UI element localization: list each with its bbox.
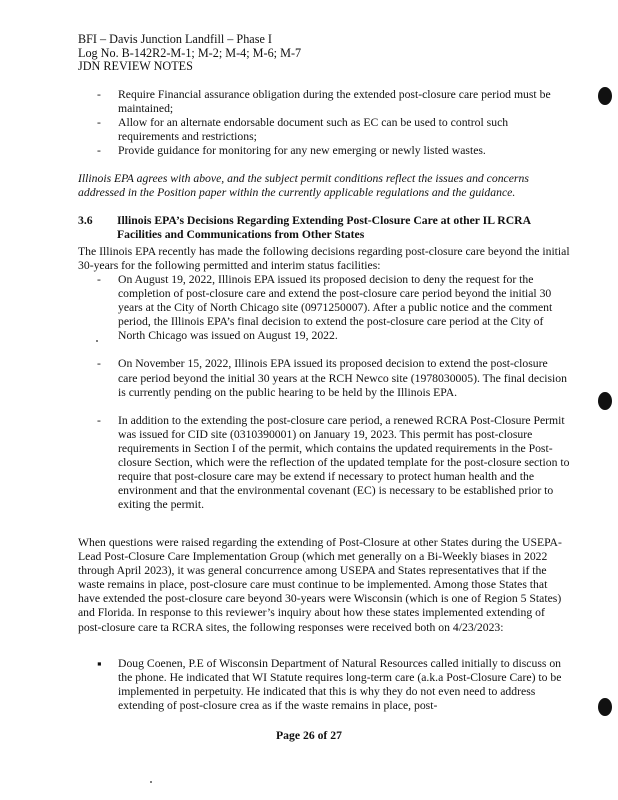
section-heading <box>78 214 570 242</box>
header-line-2: Log No. B-142R2-M-1; M-2; M-4; M-6; M-7 <box>78 45 302 60</box>
dash-marker: - <box>97 116 101 130</box>
scan-speck <box>96 340 98 342</box>
dash-marker: - <box>97 144 101 158</box>
intro-paragraph: The Illinois EPA recently has made the following decisions regarding post-closure care beyond the initial 30-years for the following permitted and interim status facilities: <box>78 245 570 273</box>
section-title: Illinois EPA’s Decisions Regarding Extending Post-Closure Care at other IL RCRA Facilities and Communications from Other States <box>117 214 531 242</box>
bullet-marker: ▪ <box>97 656 102 671</box>
list-item <box>78 273 570 343</box>
list-item-text: Allow for an alternate endorsable document such as EC can be used to control such requirements and restrictions; <box>118 116 509 144</box>
header-line-1: BFI – Davis Junction Landfill – Phase I <box>78 32 272 46</box>
list-item <box>78 88 570 116</box>
list-item-text: Require Financial assurance obligation during the extended post-closure care period must be maintained; <box>118 88 551 116</box>
hole-punch-mark <box>598 392 612 410</box>
list-item <box>78 657 570 713</box>
responses-list <box>78 657 570 713</box>
agreement-paragraph: Illinois EPA agrees with above, and the subject permit conditions reflect the issues and concerns addressed in the Position paper within the currently applicable regulations and the guidance. <box>78 172 529 200</box>
hole-punch-mark <box>598 87 612 105</box>
list-item <box>78 357 570 399</box>
list-item-text: Provide guidance for monitoring for any new emerging or newly listed wastes. <box>118 144 486 158</box>
document-header <box>78 33 301 74</box>
dash-marker: - <box>97 273 101 286</box>
hole-punch-mark <box>598 698 612 716</box>
list-item-text: Doug Coenen, P.E of Wisconsin Department of Natural Resources called initially to discuss on the phone. He indicated that WI Statute requires long-term care (a.k.a Post-Closure Care) to be implemented in perpetuity. He indicated that this is why they do not even need to address extending of post-closure crea as if the waste remains in place, post- <box>118 657 562 713</box>
list-item-text: On November 15, 2022, Illinois EPA issued its proposed decision to extend the post-closure care period beyond the initial 30 years at the RCH Newco site (1978030005). The final decision is currently pending on the public hearing to be held by the Illinois EPA. <box>118 357 567 399</box>
dash-marker: - <box>97 413 101 427</box>
page-footer: Page 26 of 27 <box>276 729 342 742</box>
list-item-text: On August 19, 2022, Illinois EPA issued its proposed decision to deny the request for the completion of post-closure care and extend the post-closure care period beyond the initial 30 years at the City of North Chicago site (0971250007). After a public notice and the comment period, the Illinois EPA’s final decision to extend the post-closure care period at the City of North Chicago was issued on August 19, 2022. <box>118 273 553 343</box>
requirements-list <box>78 88 570 158</box>
questions-paragraph: When questions were raised regarding the extending of Post-Closure at other States during the USEPA-Lead Post-Closure Care Implementation Group (which met generally on a Bi-Weekly biases in 2022 through April 2023), it was general concurrence among USEPA and States representatives that if the waste remains in place, post-closure care must continue to be implemented. Among those States that have extended the post-closure care beyond 30-years were Wisconsin (which is one of Region 5 States) and Florida. In response to this reviewer’s inquiry about how these states implemented extending of post-closure care ta RCRA sites, the following responses were received both on 4/23/2023: <box>78 536 562 634</box>
header-line-3: JDN REVIEW NOTES <box>78 59 193 74</box>
list-item <box>78 116 570 144</box>
dash-marker: - <box>97 88 101 101</box>
decisions-list <box>78 273 570 512</box>
scan-speck <box>150 781 152 783</box>
section-number: 3.6 <box>78 214 93 227</box>
list-item <box>78 414 570 513</box>
list-item-text: In addition to the extending the post-closure care period, a renewed RCRA Post-Closure Permit was issued for CID site (0310390001) on January 19, 2023. This permit has post-closure requirements in Section I of the permit, which contains the updated requirements in the Post-closure Section, which were the reflection of the updated template for the post-closure section to require that post-closure care may be extend if necessary to protect human health and the environment and that the environmental covenant (EC) is necessary to be established prior to exiting the permit. <box>118 413 570 512</box>
list-item <box>78 144 570 158</box>
dash-marker: - <box>97 357 101 371</box>
